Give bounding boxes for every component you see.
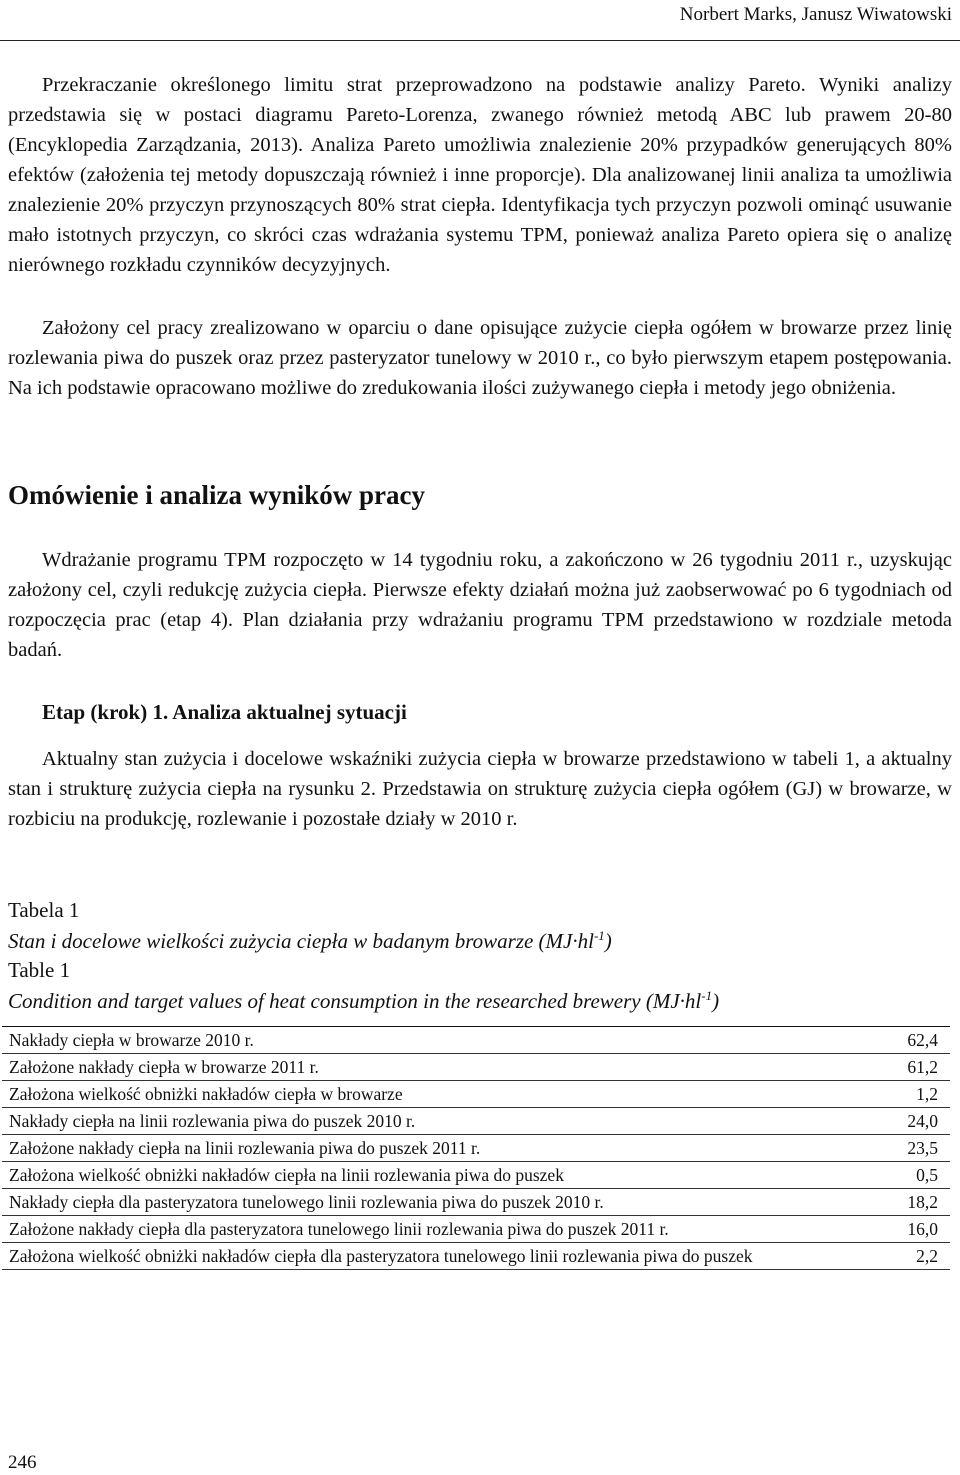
table-caption-en-text: Condition and target values of heat consumption in the researched brewery (MJ·hl xyxy=(8,989,702,1013)
data-table xyxy=(2,1027,950,1270)
step-paragraph: Aktualny stan zużycia i docelowe wskaźniki zużycia ciepła w browarze przedstawiono w tabeli 1, a aktualny stan i strukturę zużycia ciepła na rysunku 2. Przedstawia on strukturę zużycia ciepła ogółem (GJ) w browarze, w rozbiciu na produkcję, rozlewanie i pozostałe działy w 2010 r. xyxy=(8,748,952,830)
table-row xyxy=(2,1108,950,1135)
row-label: Założona wielkość obniżki nakładów ciepła w browarze xyxy=(2,1081,858,1108)
intro-paragraph-1: Przekraczanie określonego limitu strat przeprowadzono na podstawie analizy Pareto. Wyniki analizy przedstawia się w postaci diagramu Pareto-Lorenza, zwanego również metodą ABC lub prawem 20-80 (Encyklopedia Zarządzania, 2013). Analiza Pareto umożliwia znalezienie 20% przypadków generujących 80% efektów (założenia tej metody dopuszczają również i inne proporcje). Dla analizowanej linii analiza ta umożliwia znalezienie 20% przyczyn przynoszących 80% strat ciepła. Identyfikacja tych przyczyn pozwoli ominąć usuwanie mało istotnych przyczyn, co skróci czas wdrażania systemu TPM, ponieważ analiza Pareto opiera się o analizę nierównego rozkładu czynników decyzyjnych. xyxy=(8,74,952,276)
table-caption-en-close: ) xyxy=(712,989,720,1013)
section-paragraph: Wdrażanie programu TPM rozpoczęto w 14 tygodniu roku, a zakończono w 26 tygodniu 2011 r., uzyskując założony cel, czyli redukcję zużycia ciepła. Pierwsze efekty działań można już zaobserwować po 6 tygodniach od rozpoczęcia prac (etap 4). Plan działania przy wdrażaniu programu TPM przedstawiono w rozdziale metoda badań. xyxy=(8,549,952,661)
row-value: 23,5 xyxy=(858,1135,950,1162)
table-row xyxy=(2,1216,950,1243)
row-label: Założone nakłady ciepła dla pasteryzatora tunelowego linii rozlewania piwa do puszek 2011 r. xyxy=(2,1216,858,1243)
row-label: Założona wielkość obniżki nakładów ciepła dla pasteryzatora tunelowego linii rozlewania piwa do puszek xyxy=(2,1243,858,1270)
table-caption-pl-close: ) xyxy=(604,929,612,953)
table-row xyxy=(2,1162,950,1189)
page-number: 246 xyxy=(8,1452,37,1473)
table-row xyxy=(2,1054,950,1081)
row-label: Nakłady ciepła w browarze 2010 r. xyxy=(2,1027,858,1054)
table-label-en: Table 1 xyxy=(8,958,71,982)
table-caption-pl-exponent: -1 xyxy=(593,928,605,943)
table-row xyxy=(2,1243,950,1270)
row-value: 16,0 xyxy=(858,1216,950,1243)
table-caption-pl-text: Stan i docelowe wielkości zużycia ciepła w badanym browarze (MJ·hl xyxy=(8,929,594,953)
table-caption-en-exponent: -1 xyxy=(701,988,713,1003)
row-value: 1,2 xyxy=(858,1081,950,1108)
row-value: 61,2 xyxy=(858,1054,950,1081)
table-label-pl: Tabela 1 xyxy=(8,898,80,922)
row-value: 62,4 xyxy=(858,1027,950,1054)
table-row xyxy=(2,1081,950,1108)
row-label: Założone nakłady ciepła na linii rozlewania piwa do puszek 2011 r. xyxy=(2,1135,858,1162)
row-value: 18,2 xyxy=(858,1189,950,1216)
row-label: Nakłady ciepła na linii rozlewania piwa do puszek 2010 r. xyxy=(2,1108,858,1135)
intro-paragraph-2: Założony cel pracy zrealizowano w oparciu o dane opisujące zużycie ciepła ogółem w browarze przez linię rozlewania piwa do puszek oraz przez pasteryzator tunelowy w 2010 r., co było pierwszym etapem postępowania. Na ich podstawie opracowano możliwe do zredukowania ilości zużywanego ciepła i metody jego obniżenia. xyxy=(8,317,952,399)
row-value: 2,2 xyxy=(858,1243,950,1270)
header-authors: Norbert Marks, Janusz Wiwatowski xyxy=(679,4,952,25)
table-caption-pl xyxy=(8,928,612,954)
table-row xyxy=(2,1027,950,1054)
table-row xyxy=(2,1189,950,1216)
section-heading: Omówienie i analiza wyników pracy xyxy=(8,480,425,510)
row-label: Założona wielkość obniżki nakładów ciepła na linii rozlewania piwa do puszek xyxy=(2,1162,858,1189)
page-header xyxy=(0,0,960,41)
heat-consumption-table xyxy=(2,1026,950,1270)
table-row xyxy=(2,1135,950,1162)
row-label: Założone nakłady ciepła w browarze 2011 r. xyxy=(2,1054,858,1081)
row-value: 24,0 xyxy=(858,1108,950,1135)
row-value: 0,5 xyxy=(858,1162,950,1189)
row-label: Nakłady ciepła dla pasteryzatora tunelowego linii rozlewania piwa do puszek 2010 r. xyxy=(2,1189,858,1216)
table-caption-en xyxy=(8,988,719,1014)
step-heading: Etap (krok) 1. Analiza aktualnej sytuacji xyxy=(42,700,407,724)
